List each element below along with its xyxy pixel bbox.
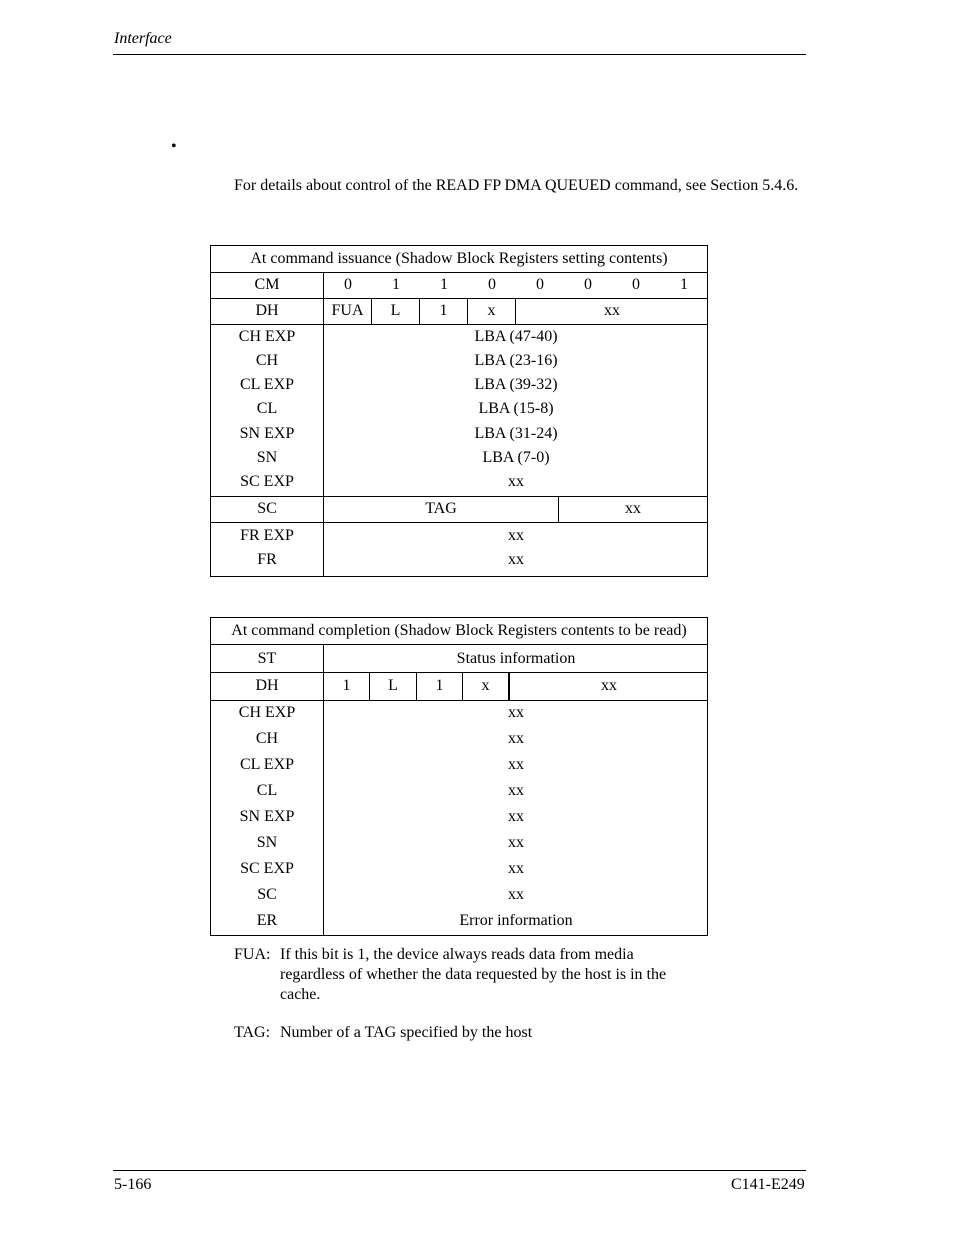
dh-label: DH <box>255 302 279 319</box>
cm-bit: 0 <box>536 276 544 293</box>
register-label: SC EXP <box>240 860 294 877</box>
dh-label: DH <box>255 677 279 694</box>
running-header: Interface <box>114 30 172 47</box>
st-label: ST <box>257 650 277 667</box>
register-value: xx <box>508 834 524 851</box>
cm-bit: 0 <box>632 276 640 293</box>
register-value: xx <box>508 756 524 773</box>
register-label: FR EXP <box>240 527 294 544</box>
completion-register-table <box>210 617 708 936</box>
register-value: xx <box>508 886 524 903</box>
cm-bit: 0 <box>344 276 352 293</box>
sc-tag: TAG <box>425 500 457 517</box>
issuance-register-table <box>210 245 708 577</box>
register-value: LBA (7-0) <box>482 449 550 466</box>
dh-cell-l: L <box>390 302 401 319</box>
register-label: SC EXP <box>240 473 294 490</box>
cm-bit: 1 <box>680 276 688 293</box>
page-number: 5-166 <box>114 1176 152 1193</box>
register-label: CL <box>256 400 278 417</box>
dh-cell-bit: 1 <box>342 677 351 694</box>
register-value: xx <box>508 808 524 825</box>
note-line: cache. <box>280 986 321 1003</box>
dh-cell-x: x <box>487 302 496 319</box>
register-label: SC <box>257 886 277 903</box>
table2-caption: At command completion (Shadow Block Registers contents to be read) <box>231 622 687 639</box>
register-label: CL EXP <box>239 376 295 393</box>
note-line: regardless of whether the data requested by the host is in the <box>280 966 667 983</box>
register-value: xx <box>508 551 524 568</box>
register-label: CL <box>256 782 278 799</box>
bullet-marker: • <box>171 138 177 155</box>
register-label: SN <box>256 449 278 466</box>
register-value: LBA (31-24) <box>474 425 558 442</box>
register-label: CH EXP <box>238 704 296 721</box>
register-label: FR <box>257 551 277 568</box>
cm-bit: 1 <box>392 276 400 293</box>
register-value: LBA (39-32) <box>474 376 558 393</box>
register-label: SN EXP <box>239 425 295 442</box>
register-label: SN EXP <box>239 808 295 825</box>
register-label: CH <box>255 730 279 747</box>
document-code: C141-E249 <box>731 1176 805 1193</box>
cm-bit: 0 <box>488 276 496 293</box>
dh-cell-bit: 1 <box>439 302 448 319</box>
register-value: LBA (47-40) <box>474 328 558 345</box>
dh-cell-x: x <box>481 677 490 694</box>
note-term: FUA: <box>234 946 271 963</box>
note-term: TAG: <box>234 1024 271 1041</box>
dh-cell-xx: xx <box>604 302 620 319</box>
note-line: If this bit is 1, the device always reads data from media <box>280 946 634 963</box>
register-label: CL EXP <box>239 756 295 773</box>
register-value: LBA (15-8) <box>478 400 554 417</box>
sc-rest: xx <box>625 500 641 517</box>
register-value: xx <box>508 473 524 490</box>
cm-bit: 0 <box>584 276 592 293</box>
st-value: Status information <box>456 650 576 667</box>
dh-cell-bit: 1 <box>435 677 444 694</box>
register-label: CH <box>255 352 279 369</box>
dh-cell-xx: xx <box>601 677 617 694</box>
register-value: xx <box>508 527 524 544</box>
register-value: xx <box>508 860 524 877</box>
intro-paragraph: For details about control of the READ FP DMA QUEUED command, see Section 5.4.6. <box>234 177 799 194</box>
cm-bit: 1 <box>440 276 448 293</box>
register-label: ER <box>256 912 278 929</box>
register-value: LBA (23-16) <box>474 352 558 369</box>
dh-cell-l: L <box>388 677 398 694</box>
sc-label: SC <box>257 500 277 517</box>
dh-cell-fua: FUA <box>331 302 364 319</box>
register-value: xx <box>508 730 524 747</box>
footer-rule <box>113 1170 806 1171</box>
note-line: Number of a TAG specified by the host <box>280 1024 533 1041</box>
register-value: Error information <box>459 912 573 929</box>
register-label: CH EXP <box>238 328 296 345</box>
header-rule <box>113 54 806 55</box>
register-label: SN <box>256 834 278 851</box>
register-value: xx <box>508 782 524 799</box>
cm-label: CM <box>254 276 280 293</box>
register-value: xx <box>508 704 524 721</box>
table1-caption: At command issuance (Shadow Block Registers setting contents) <box>250 250 668 267</box>
